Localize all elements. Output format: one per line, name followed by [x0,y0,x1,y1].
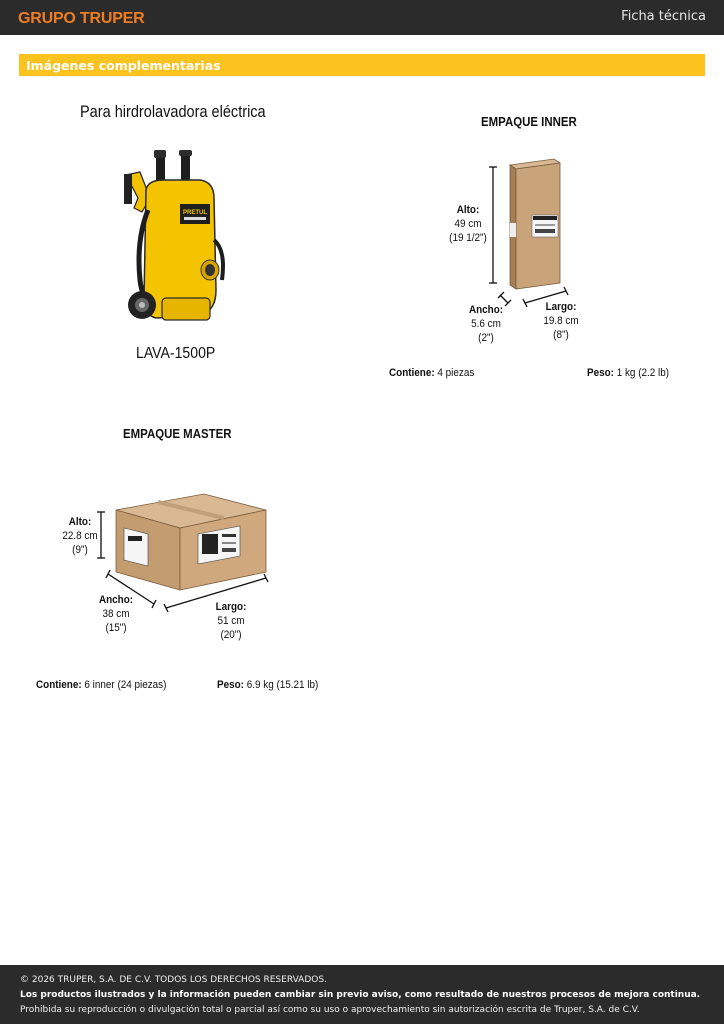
inner-largo-cm: 19.8 cm [543,315,579,327]
section-header [19,54,705,76]
top-header-bar [0,0,724,35]
master-package-heading: EMPAQUE MASTER [123,426,232,441]
master-alto-in: (9") [72,544,88,556]
master-largo-dimension [206,600,256,642]
inner-alto-cm: 49 cm [454,218,482,230]
footer [0,965,724,1024]
inner-package-heading: EMPAQUE INNER [481,114,577,129]
inner-contiene [389,367,474,379]
master-alto-label: Alto: [68,516,92,528]
brand-logo: GRUPO TRUPER [18,10,145,27]
inner-ancho-cm: 5.6 cm [471,318,501,330]
inner-ancho-label: Ancho: [468,304,504,316]
master-contiene-label: Contiene: [36,679,82,691]
inner-peso-label: Peso: [587,367,614,379]
master-peso [217,679,318,691]
master-ancho-cm: 38 cm [102,608,130,620]
product-model: LAVA-1500P [136,345,216,362]
inner-ancho-in: (2") [478,332,494,344]
product-brand-label: PRETUL [183,210,207,216]
document-type-label: Ficha técnica [621,9,706,24]
master-largo-cm: 51 cm [217,615,245,627]
footer-notice: Los productos ilustrados y la información pueden cambiar sin previo aviso, como resultado de nuestros procesos de mejora continua. [20,990,701,1000]
inner-contiene-value: 4 piezas [437,367,475,379]
footer-prohibition: Prohibida su reproducción o divulgación total o parcial así como su uso o aprovechamiento sin autorización escrita de Truper, S.A. de C.V. [20,1005,640,1015]
master-peso-value: 6.9 kg (15.21 lb) [246,679,319,691]
pressure-washer-image [118,150,230,330]
inner-largo-label: Largo: [545,301,577,313]
master-alto-cm: 22.8 cm [62,530,98,542]
master-ancho-dimension [91,593,141,635]
master-ancho-in: (15") [105,622,127,634]
master-contiene [36,679,166,691]
inner-largo-in: (8") [553,329,569,341]
inner-alto-dimension [443,203,493,245]
inner-contiene-label: Contiene: [389,367,435,379]
inner-alto-in: (19 1/2") [449,232,487,244]
inner-alto-label: Alto: [456,204,480,216]
inner-peso-value: 1 kg (2.2 lb) [616,367,670,379]
inner-ancho-dimension [461,303,511,345]
inner-largo-dimension [536,300,586,342]
master-largo-label: Largo: [215,601,247,613]
footer-copyright: © 2026 TRUPER, S.A. DE C.V. TODOS LOS DERECHOS RESERVADOS. [20,975,327,985]
master-largo-in: (20") [220,629,242,641]
master-alto-dimension [55,515,105,557]
master-contiene-value: 6 inner (24 piezas) [84,679,167,691]
inner-peso [587,367,669,379]
product-caption: Para hirdrolavadora eléctrica [80,103,266,121]
master-ancho-label: Ancho: [98,594,134,606]
section-title: Imágenes complementarias [26,58,221,73]
master-peso-label: Peso: [217,679,244,691]
